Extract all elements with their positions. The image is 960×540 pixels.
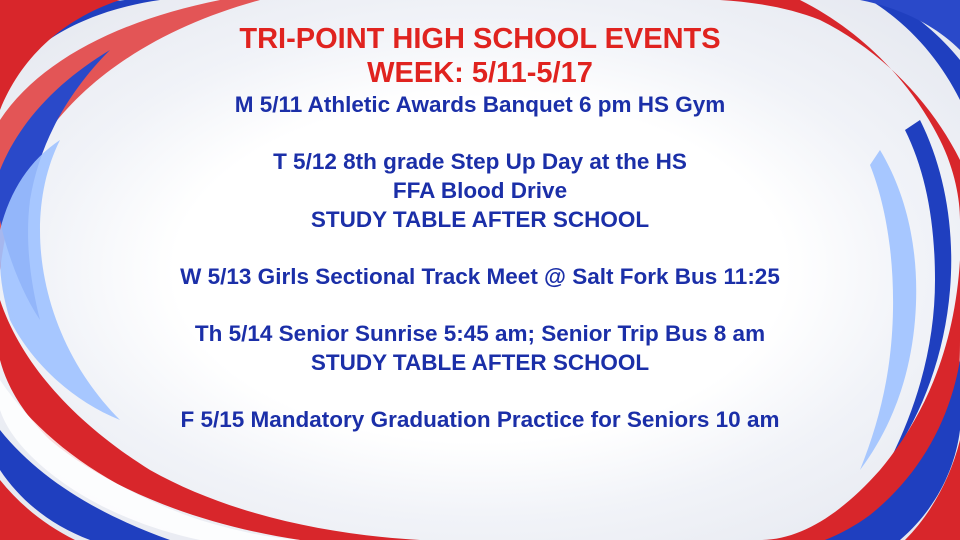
event-line: F 5/15 Mandatory Graduation Practice for Seniors 10 am [180, 407, 780, 432]
event-line: FFA Blood Drive [392, 178, 568, 203]
event-line: W 5/13 Girls Sectional Track Meet @ Salt Fork Bus 11:25 [180, 264, 780, 289]
week-range: WEEK: 5/11-5/17 [367, 57, 593, 89]
event-line: STUDY TABLE AFTER SCHOOL [310, 207, 650, 232]
event-tuesday [60, 147, 900, 234]
event-line: T 5/12 8th grade Step Up Day at the HS [273, 149, 687, 174]
event-friday [60, 405, 900, 434]
event-monday [60, 90, 900, 119]
event-line: STUDY TABLE AFTER SCHOOL [310, 350, 650, 375]
event-line: Th 5/14 Senior Sunrise 5:45 am; Senior Trip Bus 8 am [194, 321, 766, 346]
event-thursday [60, 319, 900, 377]
event-wednesday [60, 262, 900, 291]
event-line: M 5/11 Athletic Awards Banquet 6 pm HS Gym [234, 92, 726, 117]
page-title: TRI-POINT HIGH SCHOOL EVENTS [239, 23, 721, 55]
event-text-block [60, 22, 900, 434]
